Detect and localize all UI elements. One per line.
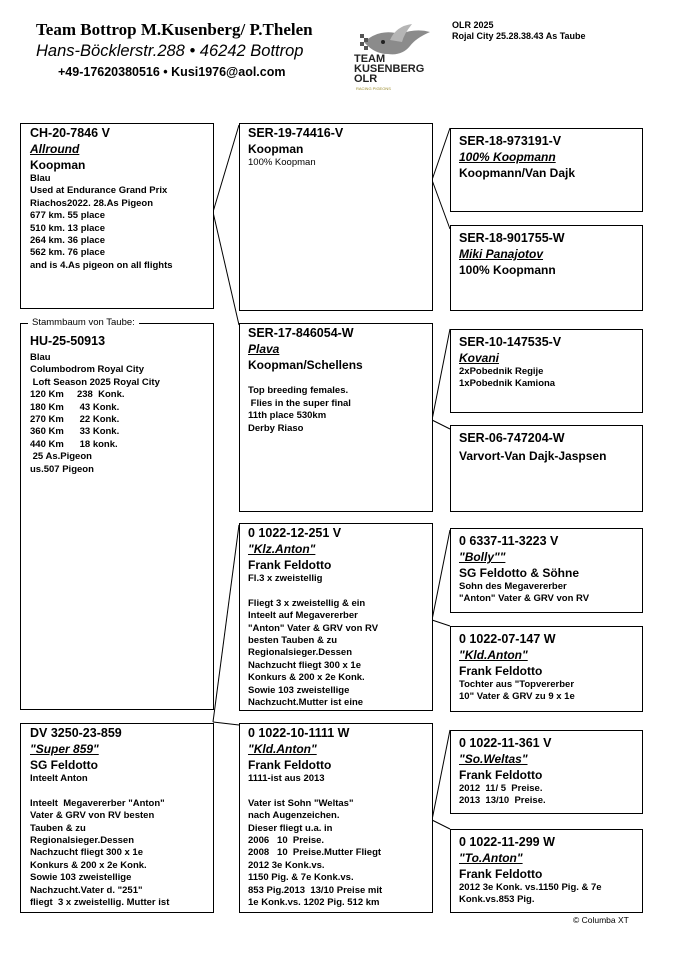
pigeon-details: Blau Used at Endurance Grand Prix Riachos2022. 28.As Pigeon 677 km. 55 place 510 km. 13 place 264 km. 36 place 562 km. 76 place and is 4.As pigeon on all flights	[30, 173, 173, 271]
pigeon-name: "Super 859"	[30, 742, 99, 756]
pedigree-mmf	[450, 730, 643, 814]
pedigree-fm	[239, 323, 433, 512]
pigeon-name: "Kld.Anton"	[459, 648, 528, 662]
pigeon-details: Blau Columbodrom Royal City Loft Season 2025 Royal City 120 Km 238 Konk. 180 Km 43 Konk. 270 Km 22 Konk. 360 Km 33 Konk. 440 Km 18 konk. 25 As.Pigeon us.507 Pigeon	[30, 352, 160, 475]
pedigree-mm	[239, 723, 433, 913]
pedigree-mff	[450, 528, 643, 613]
pigeon-name: Miki Panajotov	[459, 247, 544, 261]
pigeon-details: 100% Koopman	[248, 157, 316, 168]
breeder: Koopman	[248, 142, 304, 156]
pedigree-ffm	[450, 225, 643, 311]
logo-text-kusenberg: KUSENBERG	[354, 63, 425, 75]
pigeon-name: Plava	[248, 342, 280, 356]
breeder-address: Hans-Böcklerstr.288 • 46242 Bottrop	[36, 42, 304, 60]
breeder: Frank Feldotto	[248, 558, 332, 572]
breeder: Frank Feldotto	[248, 758, 332, 772]
ring-number: 0 6337-11-3223 V	[459, 534, 559, 548]
section-label: Stammbaum von Taube:	[28, 317, 139, 329]
ring-number: 0 1022-11-361 V	[459, 736, 552, 750]
pedigree-ff	[239, 123, 433, 311]
logo-text-team: TEAM	[354, 53, 386, 65]
pigeon-name: "Bolly""	[459, 550, 506, 564]
ring-number: SER-18-901755-W	[459, 231, 565, 245]
logo-subtitle: RACING PIGEONS	[356, 86, 391, 91]
pigeon-details: 2012 11/ 5 Preise. 2013 13/10 Preise.	[459, 783, 546, 807]
breeder-contact: +49-17620380516 • Kusi1976@aol.com	[58, 65, 286, 79]
ring-number: SER-06-747204-W	[459, 431, 565, 445]
pigeon-details: 2012 3e Konk. vs.1150 Pig. & 7e Konk.vs.853 Pig.	[459, 882, 602, 906]
pigeon-details: 1111-ist aus 2013 Vater ist Sohn "Weltas" nach Augenzeichen. Dieser fliegt u.a. in 2006 10 Preise. 2008 10 Preise.Mutter Fliegt 2012 3e Konk.vs. 1150 Pig. & 7e Konk.vs. 853 Pig.2013 13/10 Preise mit 1e Konk.vs. 1202 Pig. 512 km	[248, 773, 383, 909]
ring-number: SER-17-846054-W	[248, 326, 354, 340]
pigeon-name: "Klz.Anton"	[248, 542, 316, 556]
pedigree-mf	[239, 523, 433, 711]
ring-number: SER-10-147535-V	[459, 335, 562, 349]
breeder: Koopmann/Van Dajk	[459, 166, 576, 180]
pedigree-fmf	[450, 329, 643, 413]
race-subtitle: Rojal City 25.28.38.43 As Taube	[452, 31, 586, 41]
logo-text-olr: OLR	[354, 73, 378, 85]
pedigree-mmm	[450, 829, 643, 913]
race-title: OLR 2025	[452, 20, 494, 30]
ring-number: 0 1022-12-251 V	[248, 526, 342, 540]
breeder: Frank Feldotto	[459, 768, 543, 782]
breeder: SG Feldotto	[30, 758, 98, 772]
breeder: 100% Koopmann	[459, 263, 556, 277]
pigeon-details: Sohn des Megavererber "Anton" Vater & GRV von RV	[459, 581, 590, 605]
breeder: Koopman/Schellens	[248, 358, 363, 372]
pedigree-fff	[450, 128, 643, 212]
breeder: Frank Feldotto	[459, 664, 543, 678]
breeder: Varvort-Van Dajk-Jaspsen	[459, 449, 607, 463]
pedigree-mother	[20, 723, 214, 913]
pigeon-details: 2xPobednik Regije 1xPobednik Kamiona	[459, 366, 556, 390]
pigeon-name: "So.Weltas"	[459, 752, 528, 766]
pigeon-details: Top breeding females. Flies in the super final 11th place 530km Derby Riaso	[248, 385, 351, 434]
pedigree-subject	[20, 323, 214, 710]
pigeon-details: Tochter aus "Topvererber 10" Vater & GRV zu 9 x 1e	[459, 679, 575, 703]
pedigree-father	[20, 123, 214, 309]
ring-number: 0 1022-10-1111 W	[248, 726, 350, 740]
breeder: Koopman	[30, 158, 86, 172]
pigeon-details: Inteelt Anton Inteelt Megavererber "Anton" Vater & GRV von RV besten Tauben & zu Regionalsieger.Dessen Nachzucht fliegt 300 x 1e Konkurs & 200 x 2e Konk. Sowie 103 zweistellige Nachzucht.Vater d. "251" fliegt 3 x zweistellig. Mutter ist	[30, 773, 170, 909]
pigeon-name: Allround	[30, 142, 80, 156]
ring-number: SER-18-973191-V	[459, 134, 562, 148]
pigeon-name: Kovani	[459, 351, 500, 365]
ring-number: 0 1022-07-147 W	[459, 632, 556, 646]
breeder-name: Team Bottrop M.Kusenberg/ P.Thelen	[36, 20, 313, 39]
breeder: Frank Feldotto	[459, 867, 543, 881]
pigeon-name: "To.Anton"	[459, 851, 523, 865]
ring-number: 0 1022-11-299 W	[459, 835, 555, 849]
pedigree-mfm	[450, 626, 643, 712]
ring-number: SER-19-74416-V	[248, 126, 344, 140]
ring-number: CH-20-7846 V	[30, 126, 110, 140]
pedigree-fmm	[450, 425, 643, 512]
ring-number: HU-25-50913	[30, 334, 106, 348]
pigeon-details: Fl.3 x zweistellig Fliegt 3 x zweistellig & ein Inteelt auf Megavererber "Anton" Vater & GRV von RV besten Tauben & zu Regionalsieger.Dessen Nachzucht fliegt 300 x 1e Konkurs & 200 x 2e Konk. Sowie 103 zweistellige Nachzucht.Mutter ist eine	[248, 573, 379, 709]
breeder: SG Feldotto & Söhne	[459, 566, 579, 580]
ring-number: DV 3250-23-859	[30, 726, 122, 740]
pigeon-name: "Kld.Anton"	[248, 742, 317, 756]
pigeon-name: 100% Koopmann	[459, 150, 556, 164]
footer-credit: © Columba XT	[573, 915, 629, 925]
